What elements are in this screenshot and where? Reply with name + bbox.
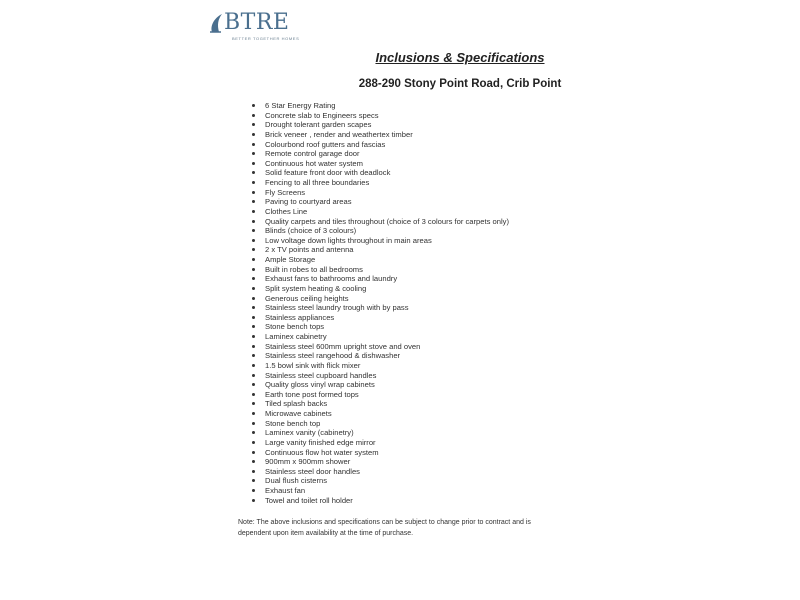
- bullet-icon: [252, 162, 255, 165]
- list-item-label: Exhaust fans to bathrooms and laundry: [265, 274, 398, 284]
- list-item: [252, 140, 509, 150]
- list-item: [252, 351, 509, 361]
- bullet-icon: [252, 210, 255, 213]
- list-item: [252, 371, 509, 381]
- list-item: [252, 265, 509, 275]
- list-item-label: Built in robes to all bedrooms: [265, 264, 363, 274]
- list-item: [252, 419, 509, 429]
- list-item-label: Stainless steel laundry trough with by pass: [265, 303, 409, 313]
- bullet-icon: [252, 239, 255, 242]
- list-item: [252, 428, 509, 438]
- list-item-label: 900mm x 900mm shower: [265, 457, 351, 467]
- list-item-label: Clothes Line: [265, 206, 308, 216]
- list-item-label: Continuous hot water system: [265, 158, 363, 168]
- list-item: [252, 217, 509, 227]
- bullet-icon: [252, 143, 255, 146]
- list-item: [252, 457, 509, 467]
- bullet-icon: [252, 335, 255, 338]
- list-item-label: 1.5 bowl sink with flick mixer: [265, 360, 361, 370]
- logo-text: BTRE: [224, 10, 290, 35]
- bullet-icon: [252, 268, 255, 271]
- bullet-icon: [252, 297, 255, 300]
- btre-logo: [208, 10, 300, 46]
- list-item-label: Stone bench tops: [265, 322, 325, 332]
- list-item: [252, 120, 509, 130]
- list-item: [252, 168, 509, 178]
- list-item: [252, 438, 509, 448]
- list-item-label: Fly Screens: [265, 187, 306, 197]
- list-item-label: Continuous flow hot water system: [265, 447, 379, 457]
- bullet-icon: [252, 422, 255, 425]
- list-item: [252, 178, 509, 188]
- bullet-icon: [252, 441, 255, 444]
- bullet-icon: [252, 325, 255, 328]
- list-item-label: 6 Star Energy Rating: [265, 101, 336, 110]
- list-item-label: Exhaust fan: [265, 486, 306, 495]
- list-item: [252, 390, 509, 400]
- bullet-icon: [252, 306, 255, 309]
- bullet-icon: [252, 191, 255, 194]
- bullet-icon: [252, 133, 255, 136]
- bullet-icon: [252, 374, 255, 377]
- bullet-icon: [252, 412, 255, 415]
- list-item: [252, 245, 509, 255]
- list-item: [252, 361, 509, 371]
- list-item: [252, 226, 509, 236]
- list-item-label: Large vanity finished edge mirror: [265, 437, 376, 447]
- list-item-label: Towel and toilet roll holder: [265, 495, 353, 505]
- list-item-label: 2 x TV points and antenna: [265, 245, 354, 255]
- list-item-label: Solid feature front door with deadlock: [265, 168, 391, 178]
- list-item-label: Stainless steel door handles: [265, 466, 360, 476]
- bullet-icon: [252, 451, 255, 454]
- list-item-label: Quality gloss vinyl wrap cabinets: [265, 380, 375, 390]
- bullet-icon: [252, 479, 255, 482]
- list-item: [252, 476, 509, 486]
- bullet-icon: [252, 287, 255, 290]
- bullet-icon: [252, 123, 255, 126]
- bullet-icon: [252, 104, 255, 107]
- list-item: [252, 207, 509, 217]
- bullet-icon: [252, 114, 255, 117]
- list-item: [252, 313, 509, 323]
- logo-tagline: BETTER TOGETHER HOMES: [232, 36, 300, 41]
- bullet-icon: [252, 345, 255, 348]
- list-item-label: Laminex vanity (cabinetry): [265, 428, 354, 438]
- inclusions-list: [252, 101, 509, 505]
- bullet-icon: [252, 171, 255, 174]
- list-item-label: Brick veneer , render and weathertex timber: [265, 129, 413, 139]
- list-item: [252, 274, 509, 284]
- list-item: [252, 197, 509, 207]
- bullet-icon: [252, 229, 255, 232]
- list-item: [252, 380, 509, 390]
- list-item-label: Earth tone post formed tops: [265, 389, 359, 399]
- list-item: [252, 294, 509, 304]
- list-item: [252, 284, 509, 294]
- list-item: [252, 322, 509, 332]
- list-item-label: Stainless steel rangehood & dishwasher: [265, 351, 401, 361]
- bullet-icon: [252, 383, 255, 386]
- list-item: [252, 399, 509, 409]
- list-item-label: Quality carpets and tiles throughout (choice of 3 colours for carpets only): [265, 216, 509, 226]
- list-item-label: Remote control garage door: [265, 149, 360, 159]
- bullet-icon: [252, 364, 255, 367]
- list-item-label: Fencing to all three boundaries: [265, 178, 370, 187]
- bullet-icon: [252, 499, 255, 502]
- bullet-icon: [252, 152, 255, 155]
- list-item-label: Low voltage down lights throughout in main areas: [265, 235, 432, 245]
- list-item-label: Tiled splash backs: [265, 399, 328, 409]
- list-item-label: Concrete slab to Engineers specs: [265, 110, 379, 120]
- list-item: [252, 159, 509, 169]
- list-item-label: Microwave cabinets: [265, 409, 332, 418]
- list-item-label: Dual flush cisterns: [265, 476, 328, 486]
- list-item: [252, 111, 509, 121]
- list-item-label: Stainless appliances: [265, 312, 335, 322]
- list-item: [252, 486, 509, 496]
- list-item-label: Laminex cabinetry: [265, 332, 327, 341]
- bullet-icon: [252, 258, 255, 261]
- property-address: 288-290 Stony Point Road, Crib Point: [358, 78, 562, 90]
- bullet-icon: [252, 220, 255, 223]
- list-item-label: Stainless steel 600mm upright stove and oven: [265, 341, 421, 351]
- list-item: [252, 496, 509, 506]
- bullet-icon: [252, 354, 255, 357]
- list-item: [252, 448, 509, 458]
- bullet-icon: [252, 489, 255, 492]
- bullet-icon: [252, 316, 255, 319]
- list-item-label: Paving to courtyard areas: [265, 197, 352, 207]
- list-item-label: Colourbond roof gutters and fascias: [265, 139, 386, 149]
- list-item-label: Generous ceiling heights: [265, 293, 349, 303]
- list-item: [252, 101, 509, 111]
- list-item-label: Split system heating & cooling: [265, 283, 367, 293]
- list-item-label: Blinds (choice of 3 colours): [265, 226, 357, 236]
- list-item: [252, 332, 509, 342]
- bullet-icon: [252, 402, 255, 405]
- list-item: [252, 255, 509, 265]
- list-item: [252, 303, 509, 313]
- list-item-label: Ample Storage: [265, 255, 316, 264]
- list-item: [252, 342, 509, 352]
- disclaimer-note: Note: The above inclusions and specifications can be subject to change prior to contract and is dependent upon item availability at the time of purchase.: [238, 519, 531, 537]
- list-item: [252, 130, 509, 140]
- bullet-icon: [252, 393, 255, 396]
- bullet-icon: [252, 431, 255, 434]
- list-item-label: Stainless steel cupboard handles: [265, 370, 377, 380]
- bullet-icon: [252, 248, 255, 251]
- list-item: [252, 467, 509, 477]
- list-item: [252, 188, 509, 198]
- bullet-icon: [252, 181, 255, 184]
- bullet-icon: [252, 460, 255, 463]
- bullet-icon: [252, 277, 255, 280]
- list-item: [252, 409, 509, 419]
- list-item: [252, 149, 509, 159]
- list-item-label: Drought tolerant garden scapes: [265, 120, 372, 130]
- list-item: [252, 236, 509, 246]
- bullet-icon: [252, 200, 255, 203]
- bullet-icon: [252, 470, 255, 473]
- page-title: Inclusions & Specifications: [375, 50, 545, 65]
- list-item-label: Stone bench top: [265, 418, 321, 428]
